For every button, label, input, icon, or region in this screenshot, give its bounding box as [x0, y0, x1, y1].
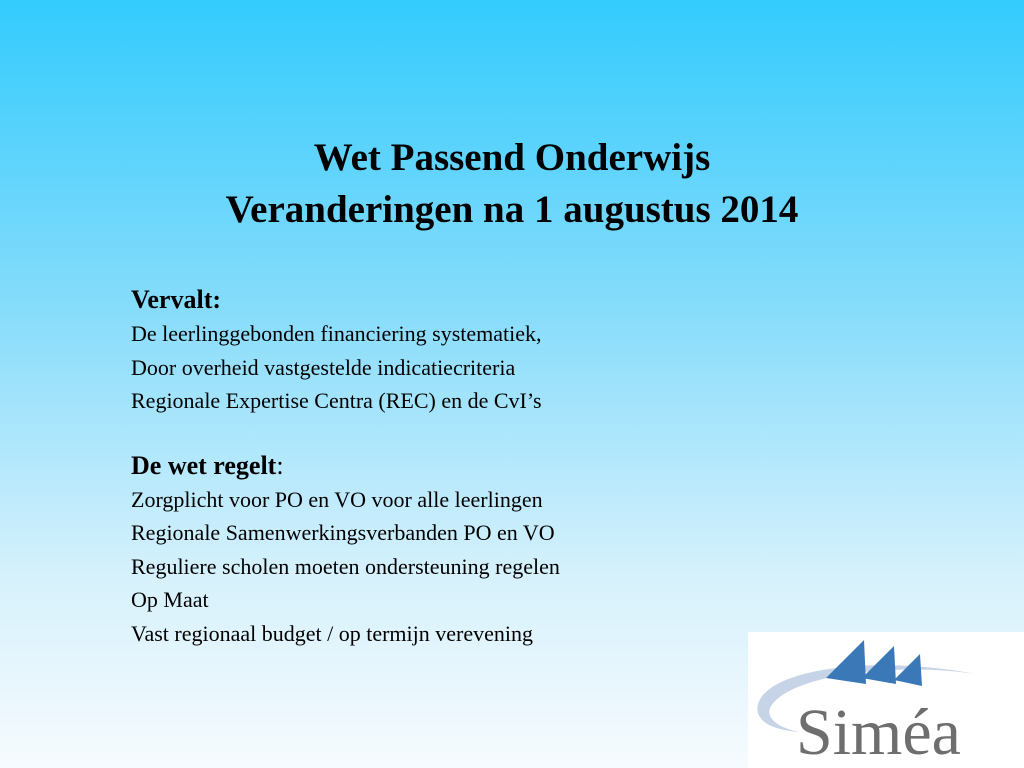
list-item: Op Maat — [131, 587, 209, 612]
title-line-2: Veranderingen na 1 augustus 2014 — [225, 188, 799, 231]
list-item: Vast regionaal budget / op termijn verevening — [131, 620, 533, 646]
slide-title — [0, 132, 1024, 236]
logo-wordmark: Siméa — [796, 696, 961, 768]
slide-content — [131, 283, 751, 650]
title-line-1: Wet Passend Onderwijs — [313, 136, 711, 179]
section-heading-wet-regelt — [131, 449, 751, 483]
section-heading-vervalt — [131, 283, 751, 317]
list-item: Door overheid vastgestelde indicatiecriteria — [131, 354, 516, 380]
section-heading-label: De wet regelt — [131, 450, 277, 480]
logo-triangle-3 — [894, 654, 922, 686]
logo-triangle-1 — [826, 640, 866, 684]
list-item: Regionale Expertise Centra (REC) en de CvI’s — [131, 388, 542, 413]
list-item: Regionale Samenwerkingsverbanden PO en VO — [131, 520, 555, 545]
list-item: Reguliere scholen moeten ondersteuning regelen — [131, 553, 560, 579]
list-item: Zorgplicht voor PO en VO voor alle leerlingen — [131, 486, 543, 512]
list-item: De leerlinggebonden financiering systematiek, — [131, 321, 542, 346]
simea-logo — [748, 632, 1024, 768]
section-wet-regelt — [131, 449, 751, 651]
section-heading-label: Vervalt: — [131, 285, 222, 314]
section-spacer — [131, 418, 751, 449]
simea-logo-graphic — [748, 632, 1024, 768]
logo-triangle-2 — [862, 646, 896, 684]
section-vervalt — [131, 283, 751, 418]
section-heading-colon: : — [276, 450, 284, 480]
